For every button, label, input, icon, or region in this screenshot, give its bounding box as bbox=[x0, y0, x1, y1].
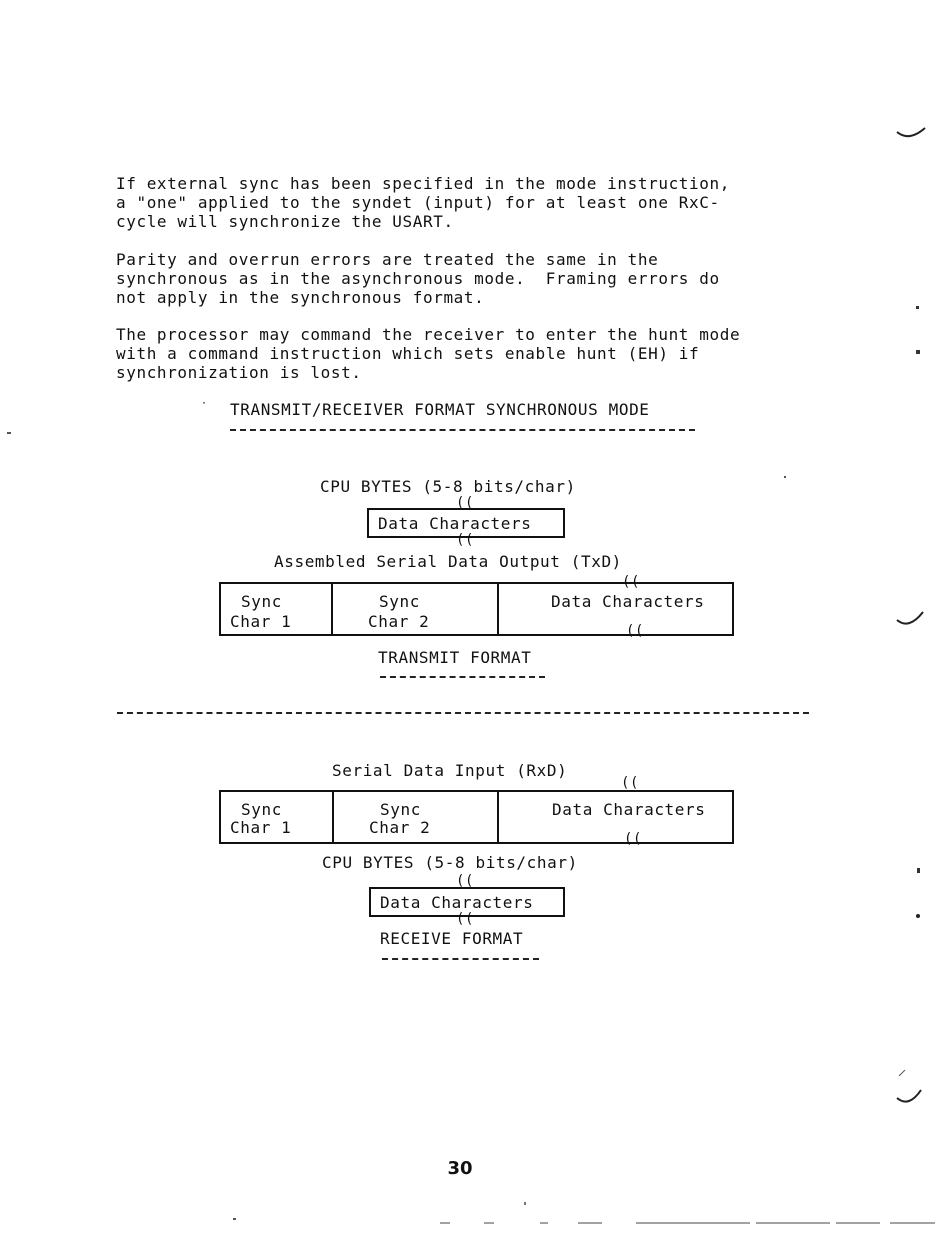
speck bbox=[916, 306, 919, 309]
paragraph-external-sync: If external sync has been specified in the mode instruction, a "one" applied to the syndet (input) for at least one RxC- cycle will synchronize the USART. bbox=[116, 174, 730, 231]
break-mark-icon: (( bbox=[456, 873, 475, 889]
break-mark-icon: (( bbox=[456, 532, 475, 548]
speck bbox=[784, 476, 786, 478]
section-divider bbox=[117, 712, 809, 714]
receive-frame bbox=[219, 790, 734, 847]
speck bbox=[524, 1202, 526, 1205]
break-mark-icon: (( bbox=[626, 623, 645, 639]
break-mark-icon: (( bbox=[456, 911, 475, 927]
speck bbox=[7, 432, 11, 434]
caption-underline bbox=[380, 676, 545, 678]
receive-cpu-bytes-label: CPU BYTES (5-8 bits/char) bbox=[322, 853, 578, 872]
receive-format-caption: RECEIVE FORMAT bbox=[380, 929, 524, 948]
punch-mark-icon bbox=[895, 606, 935, 636]
heading-underline bbox=[230, 429, 695, 431]
assembled-output-label: Assembled Serial Data Output (TxD) bbox=[274, 552, 622, 571]
serial-input-label: Serial Data Input (RxD) bbox=[332, 761, 568, 780]
break-mark-icon: (( bbox=[624, 831, 643, 847]
punch-mark-icon bbox=[895, 1062, 935, 1112]
page-number: 30 bbox=[447, 1158, 473, 1179]
receive-sync-char-1: Sync Char 1 bbox=[230, 800, 292, 837]
speck bbox=[233, 1218, 236, 1220]
transmit-frame bbox=[219, 582, 734, 639]
caption-underline bbox=[382, 958, 539, 960]
break-mark-icon: (( bbox=[622, 574, 641, 590]
speck bbox=[917, 868, 920, 873]
receive-data-characters: Data Characters bbox=[497, 792, 732, 842]
speck bbox=[916, 914, 920, 918]
break-mark-icon: (( bbox=[621, 775, 640, 791]
transmit-sync-char-1: Sync Char 1 bbox=[230, 592, 292, 631]
paragraph-parity-errors: Parity and overrun errors are treated the same in the synchronous as in the asynchronous mode. Framing errors do not apply in the synchronous format. bbox=[116, 250, 720, 307]
break-mark-icon: (( bbox=[456, 495, 475, 511]
bullet-dot: · bbox=[201, 398, 208, 409]
section-heading: TRANSMIT/RECEIVER FORMAT SYNCHRONOUS MODE bbox=[230, 400, 650, 419]
speck bbox=[916, 350, 920, 354]
bottom-scan-edge bbox=[420, 1218, 940, 1226]
punch-mark-icon bbox=[895, 120, 935, 150]
transmit-cpu-bytes-label: CPU BYTES (5-8 bits/char) bbox=[320, 477, 576, 496]
transmit-format-caption: TRANSMIT FORMAT bbox=[378, 648, 532, 667]
transmit-cpu-box-label: Data Characters bbox=[378, 514, 532, 533]
transmit-data-characters: Data Characters bbox=[497, 584, 732, 634]
paragraph-hunt-mode: The processor may command the receiver to enter the hunt mode with a command instruction which sets enable hunt (EH) if synchronization is lost. bbox=[116, 325, 741, 382]
transmit-sync-char-2: Sync Char 2 bbox=[331, 584, 497, 634]
receive-sync-char-2: Sync Char 2 bbox=[332, 792, 497, 842]
receive-cpu-box-label: Data Characters bbox=[380, 893, 534, 912]
